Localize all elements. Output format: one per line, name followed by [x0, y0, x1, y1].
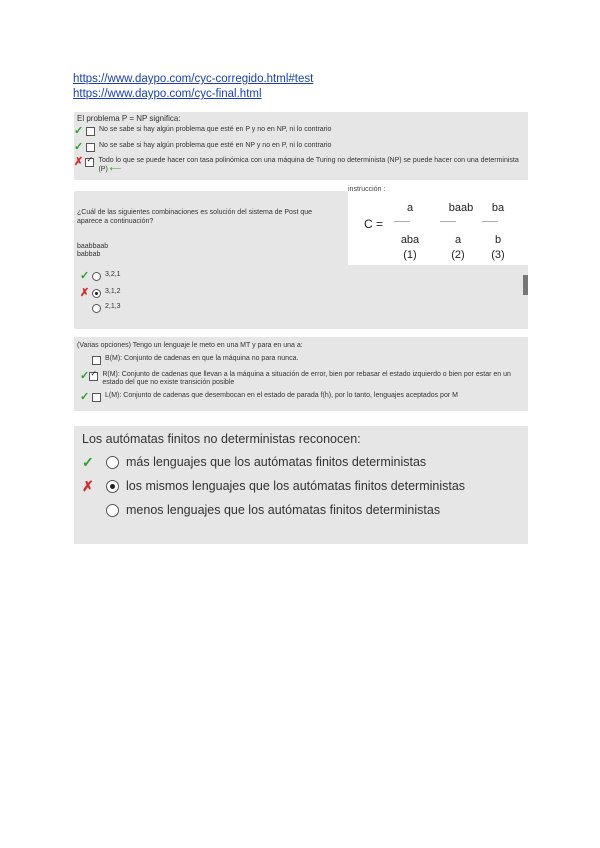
question-4-option-3[interactable] [82, 503, 440, 517]
radio-button[interactable] [106, 456, 119, 469]
question-3-title: (Varias opciones) Tengo un lenguaje le meto en una MT y para en una a: [77, 342, 303, 349]
question-2-title: ¿Cuál de las siguientes combinaciones es solución del sistema de Post que aparece a continuación? [77, 209, 313, 225]
wrong-cross-icon: ✗ [74, 156, 84, 168]
post-bottom-2: a [454, 234, 462, 246]
pair-a: baabbaab [77, 243, 109, 250]
post-sep-3: -------- [482, 219, 498, 225]
radio-button[interactable] [92, 304, 101, 313]
correct-check-icon: ✓ [80, 370, 90, 382]
post-top-2: baab [448, 202, 474, 214]
question-2-option-2[interactable] [80, 288, 121, 298]
question-2-option-3[interactable] [80, 303, 121, 313]
option-text: R(M): Conjunto de cadenas que llevan a la máquina a situación de error, bien por rebasar el estado izquierdo o bien por estar en un estado del que no existe transición posible [102, 371, 511, 386]
correct-check-icon: ✓ [74, 141, 84, 153]
question-3-option-1[interactable] [80, 355, 298, 365]
option-text: B(M): Conjunto de cadenas en que la máquina no para nunca. [105, 355, 299, 362]
correct-check-icon: ✓ [74, 125, 84, 137]
correct-check-icon: ✓ [80, 270, 90, 282]
option-text: 3,2,1 [105, 271, 121, 278]
post-pair [77, 243, 108, 259]
correct-check-icon: ✓ [82, 454, 94, 470]
radio-button-selected[interactable] [92, 289, 101, 298]
question-4-title: Los autómatas finitos no deterministas reconocen: [82, 432, 361, 446]
option-text: menos lenguajes que los autómatas finitos deterministas [126, 503, 441, 517]
pair-b: babbab [77, 251, 101, 258]
post-c-label: C = [364, 217, 384, 231]
correct-check-icon: ✓ [80, 391, 90, 403]
checkbox-checked[interactable] [89, 372, 98, 381]
radio-button[interactable] [106, 504, 119, 517]
post-sep-1: -------- [394, 219, 410, 225]
link-final[interactable]: https://www.daypo.com/cyc-final.html [73, 88, 262, 100]
question-4-option-2[interactable] [82, 479, 465, 493]
checkbox[interactable] [86, 127, 95, 136]
post-bottom-1: aba [400, 234, 420, 246]
scrollbar-thumb[interactable] [523, 275, 528, 295]
option-text: No se sabe si hay algún problema que esté en P y no en NP, ni lo contrario [99, 126, 332, 133]
post-system-image [348, 186, 528, 265]
checkbox[interactable] [86, 143, 95, 152]
question-2-panel [74, 186, 528, 329]
option-text: Todo lo que se puede hacer con tasa polinómica con una máquina de Turing no determinista (NP) se puede hacer con una determinista (P) ⟵ [98, 157, 519, 173]
post-bottom-3: b [494, 234, 502, 246]
question-1-option-2[interactable] [74, 142, 331, 152]
question-3-option-2[interactable] [80, 371, 524, 387]
post-index-3: (3) [491, 249, 505, 261]
wrong-cross-icon: ✗ [82, 478, 94, 494]
question-1-option-1[interactable] [74, 126, 331, 136]
post-top-1: a [406, 202, 414, 214]
question-2-option-1[interactable] [80, 271, 121, 281]
checkbox[interactable] [92, 356, 101, 365]
question-4-panel [74, 426, 528, 544]
question-1-option-3[interactable] [74, 157, 524, 174]
link-corregido[interactable]: https://www.daypo.com/cyc-corregido.html#test [73, 73, 314, 85]
links-block [73, 72, 313, 102]
post-index-1: (1) [403, 249, 417, 261]
option-text: No se sabe si hay algún problema que esté en NP y no en P, ni lo contrario [99, 142, 332, 149]
question-3-option-3[interactable] [80, 392, 524, 402]
radio-button-selected[interactable] [106, 480, 119, 493]
option-text: más lenguajes que los autómatas finitos deterministas [126, 455, 427, 469]
post-index-2: (2) [451, 249, 465, 261]
option-text: 3,1,2 [105, 288, 121, 295]
question-1-panel [74, 112, 528, 180]
option-text: 2,1,3 [105, 303, 121, 310]
post-top-3: ba [491, 202, 505, 214]
option-text: L(M): Conjunto de cadenas que desembocan en el estado de parada f(h), por lo tanto, lenguajes aceptados por M [105, 392, 458, 399]
radio-button[interactable] [92, 272, 101, 281]
back-arrow-icon: ⟵ [109, 164, 122, 173]
checkbox-checked[interactable] [85, 158, 94, 167]
post-sep-2: -------- [440, 219, 456, 225]
question-4-option-1[interactable] [82, 455, 426, 469]
question-3-panel [74, 337, 528, 411]
question-1-title: El problema P = NP significa: [77, 114, 181, 123]
post-caption: instrucción : [348, 186, 386, 193]
option-text: los mismos lenguajes que los autómatas finitos deterministas [126, 479, 466, 493]
wrong-cross-icon: ✗ [80, 287, 90, 299]
checkbox[interactable] [92, 393, 101, 402]
